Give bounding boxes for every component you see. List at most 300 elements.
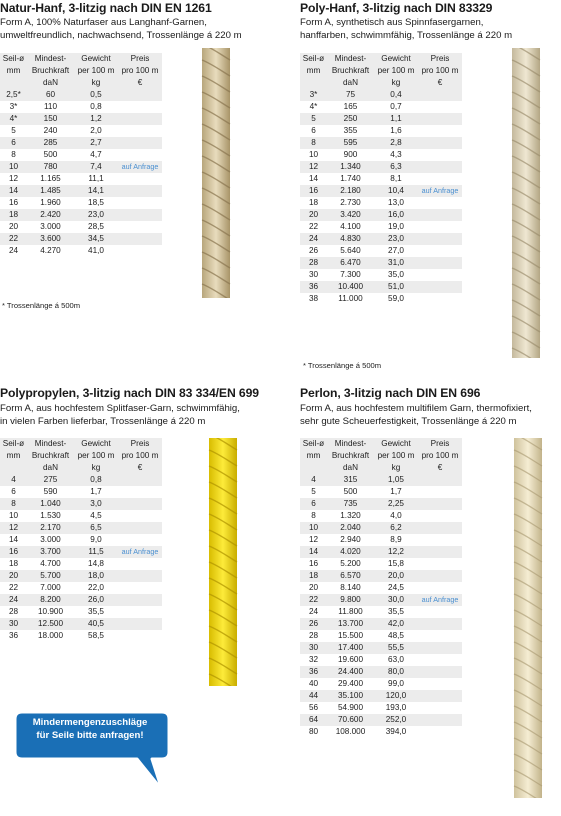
cell-diameter: 18 — [0, 558, 27, 570]
cell-price: auf Anfrage — [418, 185, 462, 197]
column-header: Bruchkraft — [327, 65, 374, 77]
cell-diameter: 30 — [300, 642, 327, 654]
column-header: pro 100 m — [418, 450, 462, 462]
table-row — [300, 558, 462, 570]
speech-bubble — [12, 710, 172, 796]
cell-weight: 15,8 — [374, 558, 418, 570]
cell-breaking-force: 18.000 — [27, 630, 74, 642]
table-row — [0, 113, 162, 125]
table-polypropylen — [0, 438, 162, 642]
column-header: Preis — [418, 53, 462, 65]
cell-diameter: 32 — [300, 654, 327, 666]
cell-breaking-force: 250 — [327, 113, 374, 125]
cell-diameter: 26 — [300, 618, 327, 630]
cell-diameter: 36 — [0, 630, 27, 642]
cell-weight: 59,0 — [374, 293, 418, 305]
cell-price — [418, 293, 462, 305]
cell-diameter: 16 — [0, 197, 27, 209]
subtitle-natur-hanf-1: Form A, 100% Naturfaser aus Langhanf-Garnen, — [0, 17, 207, 28]
table-row — [300, 654, 462, 666]
column-header: Seil-ø — [0, 53, 27, 65]
cell-diameter: 4 — [300, 474, 327, 486]
cell-breaking-force: 590 — [27, 486, 74, 498]
table-row — [0, 173, 162, 185]
cell-breaking-force: 24.400 — [327, 666, 374, 678]
cell-price — [118, 582, 162, 594]
table-row — [300, 594, 462, 606]
cell-breaking-force: 75 — [327, 89, 374, 101]
table-row — [0, 486, 162, 498]
cell-diameter: 2,5* — [0, 89, 27, 101]
cell-breaking-force: 2.040 — [327, 522, 374, 534]
cell-weight: 35,5 — [74, 606, 118, 618]
cell-breaking-force: 10.900 — [27, 606, 74, 618]
table-header-row — [300, 77, 462, 89]
cell-weight: 28,5 — [74, 221, 118, 233]
cell-diameter: 16 — [0, 546, 27, 558]
cell-diameter: 5 — [0, 125, 27, 137]
cell-diameter: 8 — [0, 149, 27, 161]
cell-diameter: 20 — [0, 221, 27, 233]
cell-weight: 23,0 — [374, 233, 418, 245]
column-header: Gewicht — [74, 438, 118, 450]
subtitle-perlon-1: Form A, aus hochfestem multifilem Garn, thermofixiert, — [300, 403, 532, 414]
cell-price — [118, 149, 162, 161]
cell-weight: 9,0 — [74, 534, 118, 546]
table-row — [300, 197, 462, 209]
table-row — [0, 594, 162, 606]
cell-breaking-force: 110 — [27, 101, 74, 113]
table-natur-hanf — [0, 53, 162, 257]
cell-breaking-force: 285 — [27, 137, 74, 149]
table-row — [300, 209, 462, 221]
cell-breaking-force: 3.700 — [27, 546, 74, 558]
cell-weight: 6,2 — [374, 522, 418, 534]
cell-price — [418, 269, 462, 281]
cell-breaking-force: 70.600 — [327, 714, 374, 726]
cell-breaking-force: 17.400 — [327, 642, 374, 654]
table-row — [300, 101, 462, 113]
cell-price — [118, 474, 162, 486]
cell-price — [118, 570, 162, 582]
table-row — [0, 137, 162, 149]
cell-price — [118, 510, 162, 522]
cell-weight: 1,2 — [74, 113, 118, 125]
cell-diameter: 36 — [300, 281, 327, 293]
cell-weight: 14,1 — [74, 185, 118, 197]
cell-weight: 31,0 — [374, 257, 418, 269]
column-header: kg — [374, 77, 418, 89]
cell-weight: 6,5 — [74, 522, 118, 534]
cell-breaking-force: 595 — [327, 137, 374, 149]
cell-price — [418, 498, 462, 510]
cell-price — [118, 558, 162, 570]
cell-weight: 1,6 — [374, 125, 418, 137]
cell-breaking-force: 4.700 — [27, 558, 74, 570]
cell-breaking-force: 2.420 — [27, 209, 74, 221]
cell-breaking-force: 150 — [27, 113, 74, 125]
cell-weight: 99,0 — [374, 678, 418, 690]
cell-price — [418, 642, 462, 654]
table-row — [0, 474, 162, 486]
cell-breaking-force: 3.000 — [27, 534, 74, 546]
cell-diameter: 14 — [0, 534, 27, 546]
column-header: € — [418, 462, 462, 474]
table-row — [300, 522, 462, 534]
cell-breaking-force: 735 — [327, 498, 374, 510]
cell-breaking-force: 1.165 — [27, 173, 74, 185]
cell-diameter: 5 — [300, 113, 327, 125]
cell-diameter: 28 — [300, 257, 327, 269]
cell-breaking-force: 1.340 — [327, 161, 374, 173]
speech-bubble-line-1: Mindermengenzuschläge — [32, 717, 148, 728]
cell-price — [418, 606, 462, 618]
table-header-row — [0, 65, 162, 77]
column-header: Bruchkraft — [27, 450, 74, 462]
cell-diameter: 44 — [300, 690, 327, 702]
cell-weight: 40,5 — [74, 618, 118, 630]
cell-breaking-force: 2.730 — [327, 197, 374, 209]
cell-weight: 252,0 — [374, 714, 418, 726]
cell-diameter: 80 — [300, 726, 327, 738]
cell-diameter: 36 — [300, 666, 327, 678]
footnote-poly-hanf: * Trossenlänge á 500m — [303, 361, 382, 370]
column-header — [300, 462, 327, 474]
cell-weight: 18,0 — [74, 570, 118, 582]
column-header: kg — [74, 462, 118, 474]
cell-price — [118, 498, 162, 510]
cell-weight: 1,7 — [374, 486, 418, 498]
cell-diameter: 10 — [300, 149, 327, 161]
cell-weight: 8,1 — [374, 173, 418, 185]
title-perlon: Perlon, 3-litzig nach DIN EN 696 — [300, 386, 481, 400]
cell-breaking-force: 275 — [27, 474, 74, 486]
cell-weight: 2,7 — [74, 137, 118, 149]
table-row — [300, 474, 462, 486]
table-row — [300, 606, 462, 618]
cell-price — [418, 197, 462, 209]
cell-weight: 42,0 — [374, 618, 418, 630]
cell-weight: 11,5 — [74, 546, 118, 558]
cell-weight: 16,0 — [374, 209, 418, 221]
cell-breaking-force: 1.040 — [27, 498, 74, 510]
cell-diameter: 6 — [0, 137, 27, 149]
column-header: Mindest- — [327, 53, 374, 65]
table-row — [300, 630, 462, 642]
cell-price — [418, 618, 462, 630]
table-row — [300, 498, 462, 510]
cell-weight: 4,5 — [74, 510, 118, 522]
rope-image-polypropylen — [205, 438, 241, 686]
table-row — [0, 546, 162, 558]
table-perlon — [300, 438, 462, 738]
cell-diameter: 18 — [300, 197, 327, 209]
cell-weight: 0,5 — [74, 89, 118, 101]
table-row — [0, 570, 162, 582]
table-header-row — [0, 438, 162, 450]
cell-diameter: 20 — [300, 209, 327, 221]
table-row — [0, 197, 162, 209]
column-header: Preis — [118, 53, 162, 65]
cell-breaking-force: 12.500 — [27, 618, 74, 630]
cell-price — [118, 173, 162, 185]
cell-diameter: 22 — [300, 221, 327, 233]
cell-price — [418, 486, 462, 498]
cell-price — [418, 245, 462, 257]
cell-diameter: 3* — [0, 101, 27, 113]
cell-price — [418, 630, 462, 642]
column-header: daN — [27, 462, 74, 474]
cell-price — [418, 510, 462, 522]
cell-diameter: 28 — [0, 606, 27, 618]
cell-diameter: 24 — [0, 245, 27, 257]
table-row — [0, 582, 162, 594]
cell-weight: 8,9 — [374, 534, 418, 546]
column-header: mm — [300, 65, 327, 77]
column-header: daN — [27, 77, 74, 89]
table-poly-hanf — [300, 53, 462, 305]
cell-price — [418, 522, 462, 534]
cell-breaking-force: 315 — [327, 474, 374, 486]
column-header: pro 100 m — [118, 65, 162, 77]
column-header: per 100 m — [374, 450, 418, 462]
cell-price — [118, 113, 162, 125]
table-row — [300, 726, 462, 738]
cell-price — [418, 233, 462, 245]
cell-diameter: 6 — [0, 486, 27, 498]
table-row — [300, 666, 462, 678]
table-row — [300, 714, 462, 726]
column-header: Mindest- — [27, 53, 74, 65]
table-row — [0, 101, 162, 113]
table-row — [0, 498, 162, 510]
subtitle-poly-hanf-2: hanffarben, schwimmfähig, Trossenlänge á 220 m — [300, 30, 513, 41]
table-row — [0, 510, 162, 522]
cell-breaking-force: 1.740 — [327, 173, 374, 185]
cell-breaking-force: 9.800 — [327, 594, 374, 606]
cell-diameter: 8 — [0, 498, 27, 510]
column-header: kg — [74, 77, 118, 89]
cell-diameter: 10 — [300, 522, 327, 534]
cell-price: auf Anfrage — [418, 594, 462, 606]
cell-price — [418, 113, 462, 125]
cell-diameter: 8 — [300, 510, 327, 522]
cell-breaking-force: 15.500 — [327, 630, 374, 642]
table-row — [300, 510, 462, 522]
cell-price — [418, 474, 462, 486]
cell-breaking-force: 4.020 — [327, 546, 374, 558]
cell-weight: 22,0 — [74, 582, 118, 594]
cell-price — [418, 221, 462, 233]
cell-weight: 27,0 — [374, 245, 418, 257]
cell-weight: 10,4 — [374, 185, 418, 197]
cell-price — [418, 534, 462, 546]
cell-breaking-force: 3.420 — [327, 209, 374, 221]
cell-breaking-force: 5.640 — [327, 245, 374, 257]
cell-weight: 63,0 — [374, 654, 418, 666]
column-header: Seil-ø — [300, 53, 327, 65]
cell-weight: 48,5 — [374, 630, 418, 642]
cell-price — [418, 570, 462, 582]
cell-weight: 58,5 — [74, 630, 118, 642]
cell-diameter: 12 — [300, 534, 327, 546]
cell-diameter: 6 — [300, 498, 327, 510]
column-header: Bruchkraft — [327, 450, 374, 462]
table-row — [300, 245, 462, 257]
cell-price — [118, 89, 162, 101]
cell-diameter: 20 — [0, 570, 27, 582]
cell-breaking-force: 5.200 — [327, 558, 374, 570]
cell-price — [118, 245, 162, 257]
cell-weight: 41,0 — [74, 245, 118, 257]
table-row — [300, 269, 462, 281]
cell-price — [418, 161, 462, 173]
table-row — [0, 149, 162, 161]
table-row — [300, 185, 462, 197]
cell-breaking-force: 60 — [27, 89, 74, 101]
cell-price — [118, 486, 162, 498]
cell-weight: 2,25 — [374, 498, 418, 510]
table-row — [300, 618, 462, 630]
cell-price — [418, 654, 462, 666]
cell-price — [118, 221, 162, 233]
cell-weight: 35,5 — [374, 606, 418, 618]
cell-breaking-force: 355 — [327, 125, 374, 137]
column-header: pro 100 m — [118, 450, 162, 462]
title-natur-hanf: Natur-Hanf, 3-litzig nach DIN EN 1261 — [0, 1, 212, 15]
cell-breaking-force: 4.270 — [27, 245, 74, 257]
table-row — [0, 522, 162, 534]
cell-breaking-force: 10.400 — [327, 281, 374, 293]
cell-price — [418, 690, 462, 702]
cell-weight: 19,0 — [374, 221, 418, 233]
cell-weight: 23,0 — [74, 209, 118, 221]
cell-weight: 51,0 — [374, 281, 418, 293]
cell-weight: 12,2 — [374, 546, 418, 558]
cell-price — [418, 89, 462, 101]
cell-price — [418, 582, 462, 594]
cell-breaking-force: 4.830 — [327, 233, 374, 245]
cell-weight: 120,0 — [374, 690, 418, 702]
cell-diameter: 22 — [0, 233, 27, 245]
table-row — [300, 233, 462, 245]
table-row — [0, 221, 162, 233]
cell-breaking-force: 3.600 — [27, 233, 74, 245]
cell-breaking-force: 6.570 — [327, 570, 374, 582]
cell-diameter: 3* — [300, 89, 327, 101]
cell-price — [418, 101, 462, 113]
cell-diameter: 12 — [300, 161, 327, 173]
cell-weight: 6,3 — [374, 161, 418, 173]
table-row — [300, 678, 462, 690]
column-header — [0, 77, 27, 89]
column-header: mm — [0, 65, 27, 77]
table-row — [300, 642, 462, 654]
table-row — [300, 161, 462, 173]
table-row — [300, 293, 462, 305]
cell-price — [418, 173, 462, 185]
cell-breaking-force: 7.000 — [27, 582, 74, 594]
column-header: Mindest- — [27, 438, 74, 450]
cell-price — [418, 125, 462, 137]
cell-weight: 7,4 — [74, 161, 118, 173]
column-header: Preis — [418, 438, 462, 450]
subtitle-polypropylen-1: Form A, aus hochfestem Splitfaser-Garn, schwimmfähig, — [0, 403, 240, 414]
table-header-row — [0, 77, 162, 89]
cell-diameter: 8 — [300, 137, 327, 149]
column-header: € — [418, 77, 462, 89]
column-header — [300, 77, 327, 89]
cell-weight: 20,0 — [374, 570, 418, 582]
column-header: pro 100 m — [418, 65, 462, 77]
cell-weight: 80,0 — [374, 666, 418, 678]
cell-weight: 30,0 — [374, 594, 418, 606]
cell-diameter: 22 — [300, 594, 327, 606]
cell-breaking-force: 8.200 — [27, 594, 74, 606]
speech-bubble-text — [22, 717, 158, 742]
cell-price — [118, 137, 162, 149]
cell-breaking-force: 11.000 — [327, 293, 374, 305]
cell-weight: 24,5 — [374, 582, 418, 594]
table-row — [300, 570, 462, 582]
table-header-row — [0, 450, 162, 462]
table-row — [300, 137, 462, 149]
cell-diameter: 20 — [300, 582, 327, 594]
cell-price — [418, 546, 462, 558]
cell-weight: 2,0 — [74, 125, 118, 137]
cell-price — [418, 678, 462, 690]
column-header: kg — [374, 462, 418, 474]
cell-price — [118, 101, 162, 113]
cell-weight: 0,4 — [374, 89, 418, 101]
table-row — [0, 558, 162, 570]
cell-breaking-force: 165 — [327, 101, 374, 113]
cell-diameter: 16 — [300, 558, 327, 570]
cell-diameter: 5 — [300, 486, 327, 498]
cell-price — [118, 630, 162, 642]
subtitle-perlon-2: sehr gute Scheuerfestigkeit, Trossenlänge á 220 m — [300, 416, 517, 427]
table-row — [0, 233, 162, 245]
cell-weight: 14,8 — [74, 558, 118, 570]
cell-diameter: 4 — [0, 474, 27, 486]
cell-diameter: 12 — [0, 173, 27, 185]
cell-weight: 0,8 — [74, 474, 118, 486]
cell-diameter: 18 — [300, 570, 327, 582]
cell-breaking-force: 1.530 — [27, 510, 74, 522]
footnote-natur-hanf: * Trossenlänge á 500m — [2, 301, 81, 310]
cell-price — [418, 666, 462, 678]
table-row — [300, 702, 462, 714]
cell-diameter: 56 — [300, 702, 327, 714]
table-row — [300, 582, 462, 594]
table-row — [0, 125, 162, 137]
table-row — [300, 534, 462, 546]
table-header-row — [300, 450, 462, 462]
column-header: daN — [327, 77, 374, 89]
table-row — [300, 173, 462, 185]
table-row — [300, 89, 462, 101]
cell-weight: 13,0 — [374, 197, 418, 209]
cell-weight: 0,7 — [374, 101, 418, 113]
table-row — [0, 185, 162, 197]
cell-price — [118, 185, 162, 197]
cell-breaking-force: 5.700 — [27, 570, 74, 582]
cell-weight: 26,0 — [74, 594, 118, 606]
cell-weight: 1,05 — [374, 474, 418, 486]
cell-price — [418, 558, 462, 570]
cell-diameter: 6 — [300, 125, 327, 137]
cell-price: auf Anfrage — [118, 161, 162, 173]
